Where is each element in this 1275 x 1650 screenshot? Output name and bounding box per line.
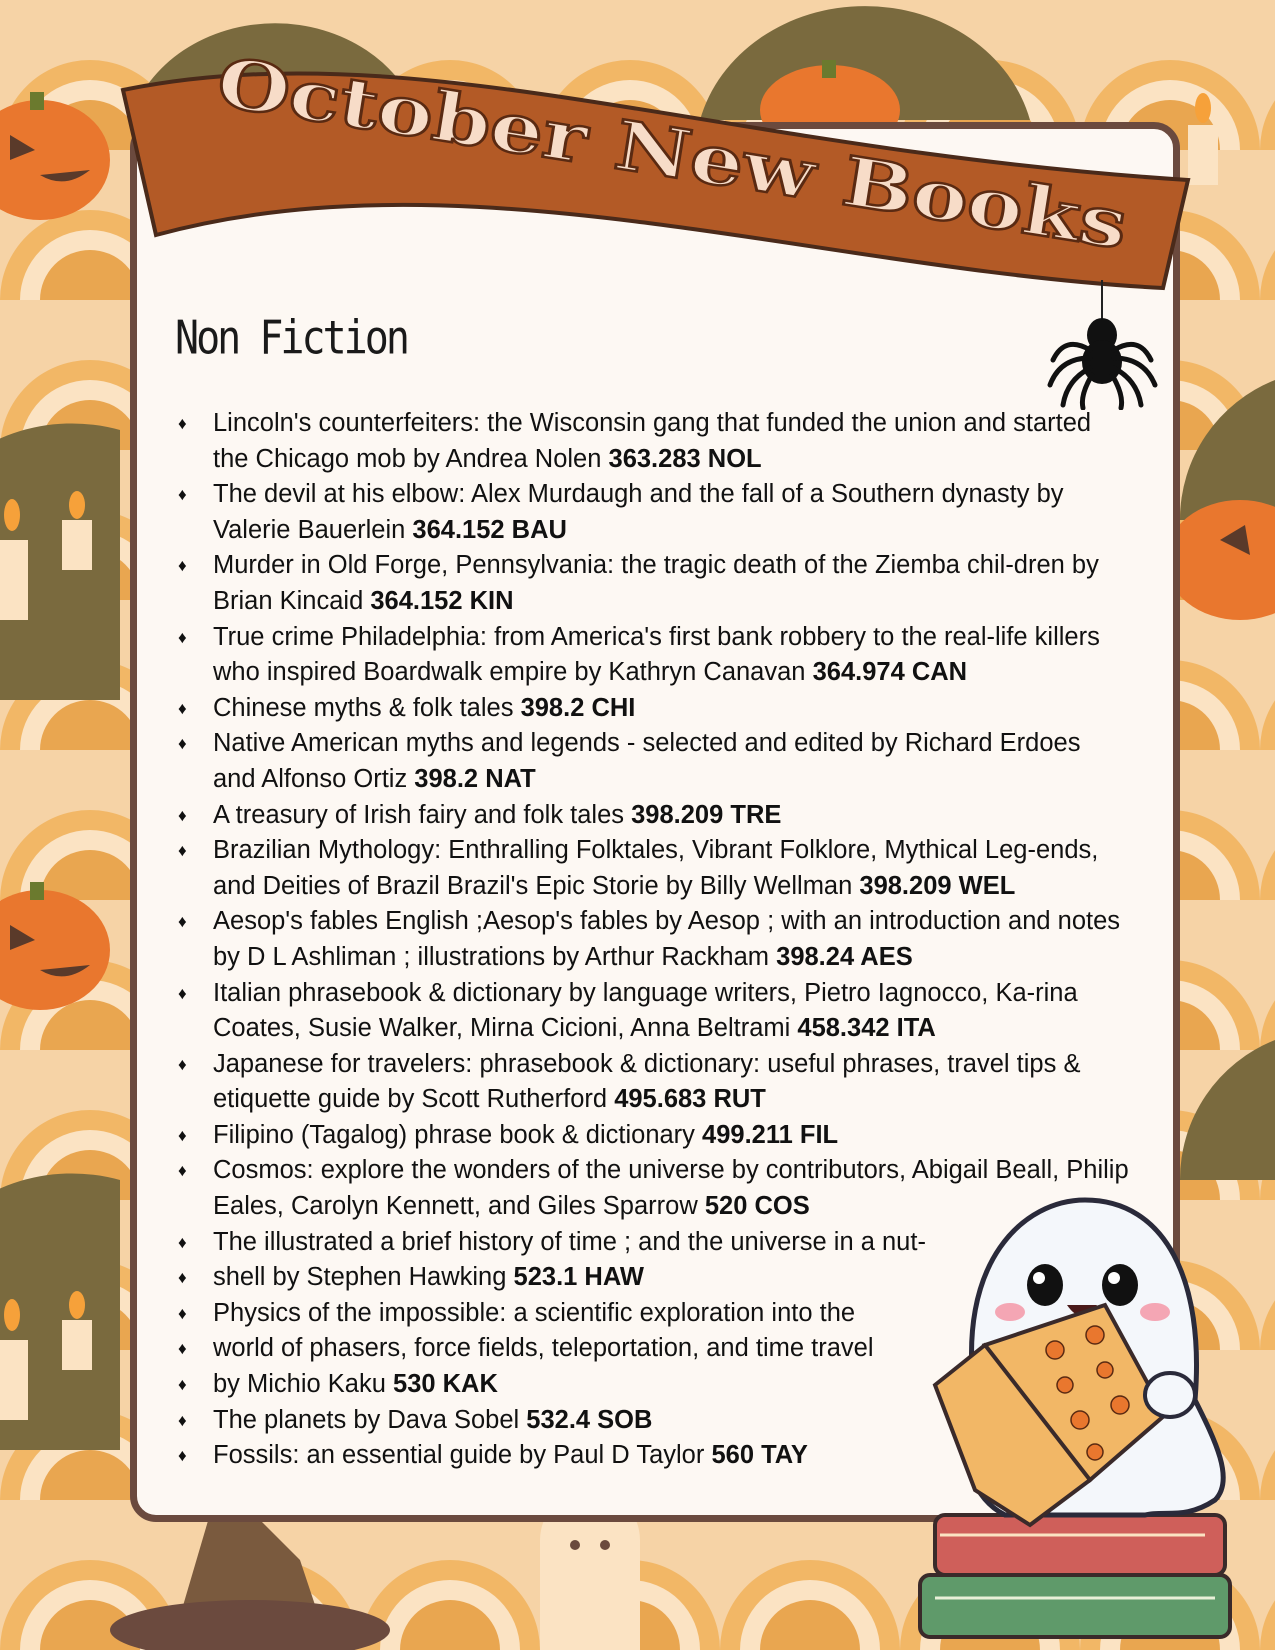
list-item: [175, 798, 1130, 834]
book-title: Native American myths and legends - selected and edited by Richard Erdoes and Alfonso Ortiz: [213, 729, 1081, 793]
call-number: 398.209 TRE: [631, 800, 782, 829]
call-number: 398.209 WEL: [859, 871, 1016, 900]
book-title: The planets by Dava Sobel: [213, 1405, 520, 1434]
spider-icon: [1045, 280, 1160, 410]
book-title: The devil at his elbow: Alex Murdaugh and the fall of a Southern dynasty by Valerie Bauerlein: [213, 480, 1064, 544]
ghost-reading-icon: [915, 1140, 1275, 1650]
list-item: [175, 406, 1130, 477]
call-number: 364.152 BAU: [412, 515, 567, 544]
list-item: [175, 691, 1130, 727]
call-number: 398.2 NAT: [414, 764, 536, 793]
title-banner: [118, 40, 1198, 320]
banner-title: October New Books: [211, 42, 964, 239]
list-item: [175, 833, 1130, 904]
book-title: Italian phrasebook & dictionary by language writers, Pietro Iagnocco, Ka-rina Coates, Susie Walker, Mirna Cicioni, Anna Beltrami: [213, 978, 1078, 1043]
section-title: Non Fiction: [175, 312, 407, 365]
list-item: [175, 477, 1130, 548]
book-title: A treasury of Irish fairy and folk tales: [213, 800, 625, 829]
list-item: [175, 1047, 1130, 1118]
book-title: Filipino (Tagalog) phrase book & dictionary: [213, 1120, 695, 1149]
call-number: 499.211 FIL: [702, 1120, 839, 1149]
call-number: 363.283 NOL: [608, 444, 762, 473]
list-item: [175, 620, 1130, 691]
book-title: shell by Stephen Hawking: [213, 1263, 507, 1292]
book-title: Aesop's fables English ;Aesop's fables by Aesop ; with an introduction and notes by D L Ashliman ; illustrations by Arthur Rackham: [213, 907, 1121, 971]
list-item: [175, 548, 1130, 619]
call-number: 520 COS: [704, 1192, 810, 1221]
call-number: 560 TAY: [711, 1441, 808, 1470]
list-item: [175, 726, 1130, 797]
book-title: Brazilian Mythology: Enthralling Folktales, Vibrant Folklore, Mythical Leg-ends, and Deities of Brazil Brazil's Epic Storie by Billy Wellman: [213, 836, 1099, 900]
book-title: Japanese for travelers: phrasebook & dictionary: useful phrases, travel tips & etiquette guide by Scott Rutherford: [213, 1049, 1081, 1114]
call-number: 398.24 AES: [776, 942, 913, 971]
book-title: Chinese myths & folk tales: [213, 693, 514, 722]
call-number: 530 KAK: [393, 1370, 498, 1399]
call-number: 495.683 RUT: [614, 1085, 766, 1114]
book-title: world of phasers, force fields, teleportation, and time travel: [213, 1334, 874, 1363]
book-title: Lincoln's counterfeiters: the Wisconsin gang that funded the union and started the Chicago mob by Andrea Nolen: [213, 409, 1092, 473]
book-title: The illustrated a brief history of time ; and the universe in a nut-: [213, 1227, 926, 1256]
call-number: 364.974 CAN: [812, 658, 968, 687]
call-number: 523.1 HAW: [513, 1263, 644, 1292]
book-title: Fossils: an essential guide by Paul D Taylor: [213, 1441, 705, 1470]
book-title: True crime Philadelphia: from America's first bank robbery to the real-life killers who inspired Boardwalk empire by Kathryn Canavan: [213, 622, 1100, 687]
book-title: by Michio Kaku: [213, 1370, 386, 1399]
book-title: Cosmos: explore the wonders of the universe by contributors, Abigail Beall, Philip Eales, Carolyn Kennett, and Giles Sparrow: [213, 1156, 1129, 1221]
book-title: Physics of the impossible: a scientific exploration into the: [213, 1298, 856, 1327]
call-number: 364.152 KIN: [370, 586, 514, 615]
book-title: Murder in Old Forge, Pennsylvania: the tragic death of the Ziemba chil-dren by Brian Kincaid: [213, 551, 1099, 615]
list-item: [175, 976, 1130, 1047]
call-number: 398.2 CHI: [520, 693, 636, 722]
call-number: 458.342 ITA: [797, 1014, 936, 1043]
list-item: [175, 904, 1130, 975]
call-number: 532.4 SOB: [526, 1405, 653, 1434]
